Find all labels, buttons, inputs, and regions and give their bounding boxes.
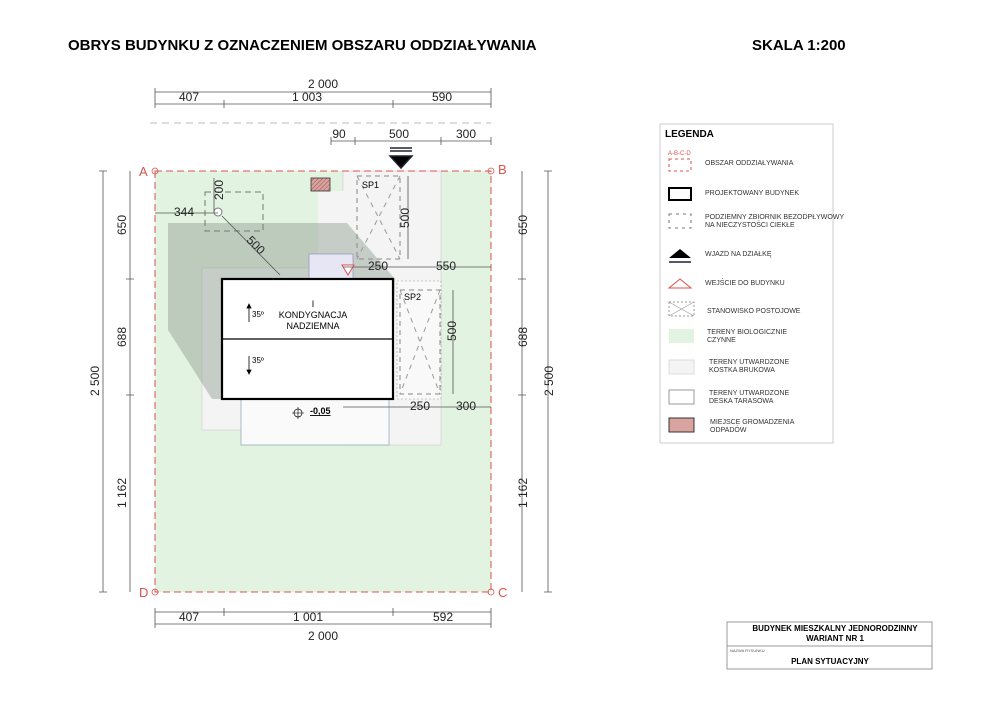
building-label-1: I xyxy=(311,299,315,309)
legend-label: PODZIEMNY ZBIORNIK BEZODPŁYWOWY xyxy=(705,214,845,221)
legend-label: TERENY BIOLOGICZNIE xyxy=(707,329,787,336)
legend xyxy=(660,124,844,443)
entry-to-plot-icon xyxy=(390,148,412,168)
dim-tank-h: 344 xyxy=(173,205,195,219)
corner-a: A xyxy=(139,164,148,179)
dim-bottom-1: 407 xyxy=(178,610,200,624)
dim-left-1: 650 xyxy=(115,214,129,236)
dim-bottom-3: 592 xyxy=(432,610,454,624)
dim-right-3: 1 162 xyxy=(516,477,530,509)
dim-low-1: 250 xyxy=(409,399,431,413)
building-label-2: KONDYGNACJA xyxy=(278,310,348,320)
dim-top-1: 407 xyxy=(178,90,200,104)
corner-d: D xyxy=(139,585,149,600)
legend-label: WEJŚCIE DO BUDYNKU xyxy=(705,280,785,287)
legend-label: TERENY UTWARDZONE xyxy=(709,390,790,397)
dim-left-2: 688 xyxy=(115,326,129,348)
corner-c: C xyxy=(498,585,508,600)
dim-drive-1: 90 xyxy=(332,127,346,141)
dim-top-3: 590 xyxy=(431,90,453,104)
dim-top-2: 1 003 xyxy=(291,90,323,104)
legend-label: CZYNNE xyxy=(707,337,736,344)
legend-label: PROJEKTOWANY BUDYNEK xyxy=(705,190,800,197)
dim-right-1: 650 xyxy=(516,214,530,236)
dim-top-total: 2 000 xyxy=(307,77,339,91)
legend-label: STANOWISKO POSTOJOWE xyxy=(707,308,801,315)
dim-mid-1: 250 xyxy=(367,259,389,273)
dim-sp1: 500 xyxy=(398,207,412,229)
title-block xyxy=(727,622,932,669)
legend-label: TERENY UTWARDZONE xyxy=(709,359,790,366)
dim-mid-2: 550 xyxy=(435,259,457,273)
titleblock-line1: BUDYNEK MIESZKALNY JEDNORODZINNY xyxy=(752,624,918,633)
dim-right-2: 688 xyxy=(516,326,530,348)
legend-label: WJAZD NA DZIAŁKĘ xyxy=(705,251,772,258)
level-value: -0,05 xyxy=(310,406,331,416)
waste-area xyxy=(311,178,330,191)
legend-title: LEGENDA xyxy=(665,129,714,140)
legend-label: DESKA TARASOWA xyxy=(709,398,774,405)
parking-sp2-label: SP2 xyxy=(404,292,422,302)
titleblock-line2: WARIANT NR 1 xyxy=(806,634,864,643)
dim-tank-v: 200 xyxy=(212,179,226,201)
corner-b: B xyxy=(498,162,507,177)
legend-label: NA NIECZYSTOŚCI CIEKŁE xyxy=(705,222,795,229)
roof-slope-2: 35º xyxy=(252,356,264,365)
dim-drive-2: 500 xyxy=(388,127,410,141)
legend-label: ODPADÓW xyxy=(710,427,747,434)
tank-manhole-icon xyxy=(214,208,222,216)
dim-bottom-total: 2 000 xyxy=(307,629,339,643)
dim-right-total: 2 500 xyxy=(542,365,556,397)
drawing-name: PLAN SYTUACYJNY xyxy=(791,657,869,666)
dim-low-2: 300 xyxy=(455,399,477,413)
dim-left-3: 1 162 xyxy=(115,477,129,509)
building-label-3: NADZIEMNA xyxy=(286,321,340,331)
titleblock-label: NAZWA RYSUNKU xyxy=(730,648,765,653)
legend-abcd: A-B-C-D xyxy=(668,151,691,157)
dim-tank-diag: 500 xyxy=(243,233,268,258)
legend-label: OBSZAR ODDZIAŁYWANIA xyxy=(705,160,794,167)
parking-sp1-label: SP1 xyxy=(362,180,380,190)
dim-drive-3: 300 xyxy=(455,127,477,141)
scale-label: SKALA 1:200 xyxy=(752,37,846,54)
legend-label: KOSTKA BRUKOWA xyxy=(709,367,775,374)
dim-bottom-2: 1 001 xyxy=(292,610,324,624)
drawing-title: OBRYS BUDYNKU Z OZNACZENIEM OBSZARU ODDZIAŁYWANIA xyxy=(68,37,537,54)
legend-label: MIEJSCE GROMADZENIA xyxy=(710,419,795,426)
roof-slope-1: 35º xyxy=(252,310,264,319)
dim-sp2: 500 xyxy=(445,320,459,342)
dim-left-total: 2 500 xyxy=(88,365,102,397)
